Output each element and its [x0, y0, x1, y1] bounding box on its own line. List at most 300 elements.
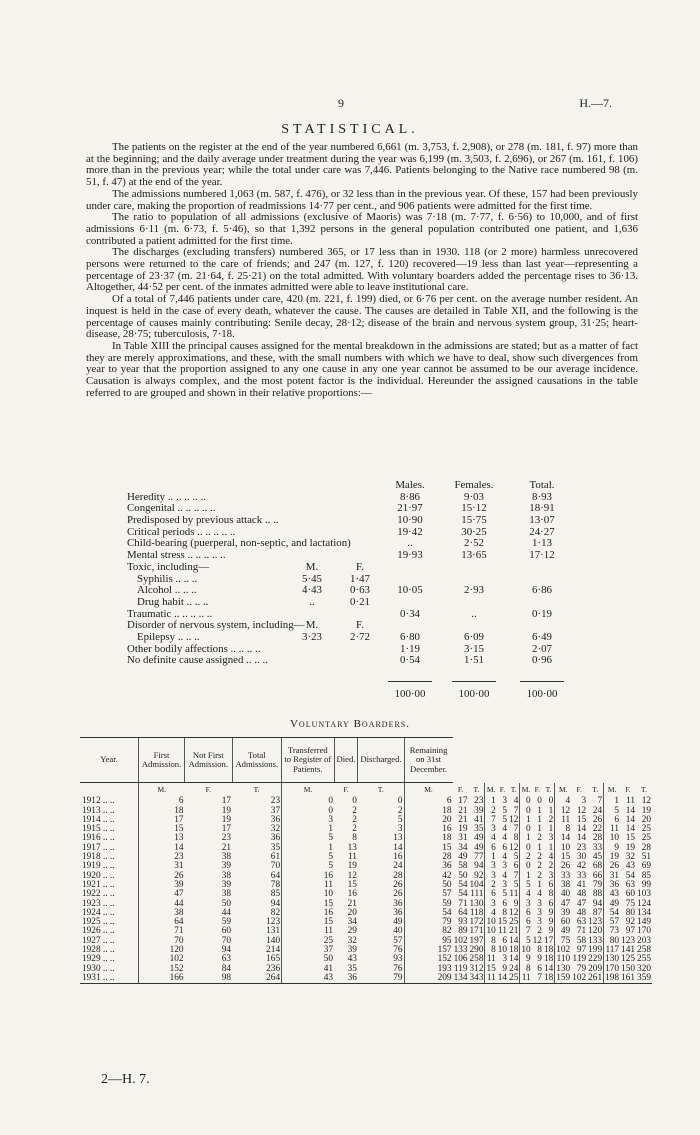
table-cell: 5 — [513, 879, 519, 890]
table-cell: 39 — [347, 945, 357, 956]
table-cell: 6 — [520, 918, 532, 927]
cause-label: Other bodily affections .. .. .. .. — [127, 642, 261, 655]
table-cell: 16 — [393, 852, 403, 863]
table-cell: 11 — [486, 972, 496, 983]
table-cell: 63 — [576, 917, 587, 928]
table-cell: 79 — [592, 879, 603, 890]
table-cell: 13 — [139, 834, 185, 843]
table-cell: 2 — [352, 805, 357, 816]
table-cell: 63 — [221, 954, 232, 965]
table-cell: 21 — [509, 926, 519, 937]
table-cell: 4 — [502, 824, 508, 835]
subheader-cell: T. — [641, 784, 647, 794]
table-cell: 33 — [555, 872, 571, 881]
table-cell: 343 — [469, 972, 484, 983]
table-cell: 118 — [469, 907, 484, 918]
table-cell: 9 — [502, 963, 508, 974]
cause-females-value: 2·93 — [464, 584, 484, 597]
cause-label: Critical periods .. .. .. .. .. — [127, 525, 236, 538]
table-cell: 102 — [139, 955, 185, 964]
table-cell: 18 — [543, 972, 554, 983]
causes-header-row — [127, 480, 647, 492]
table-cell: 70 — [221, 935, 232, 946]
table-cell: 33 — [576, 870, 587, 881]
table-cell: 85 — [641, 870, 651, 881]
table-cell: 1 — [537, 842, 542, 853]
year-cell: 1917 .. .. — [82, 842, 115, 853]
cause-f-value: 2·72 — [350, 630, 370, 643]
table-cell: 71 — [458, 898, 468, 909]
table-cell: 25 — [641, 833, 651, 844]
table-cell: 229 — [588, 954, 603, 965]
table-cell: 50 — [221, 898, 232, 909]
table-cell: 102 — [453, 935, 468, 946]
table-cell: 261 — [588, 972, 603, 983]
table-cell: 7 — [513, 870, 519, 881]
table-cell: 1 — [520, 816, 532, 825]
table-cell: 4 — [502, 870, 508, 881]
paragraph: The discharges (excluding transfers) numbered 365, or 17 less than in 1930. 118 (or 2 more) harmless unrecovered persons were returned to the care of friends; and 247 (m. 127, f. 120) recovered—19 less than last year—representing a percentage of 23·37 (m. 21·64, f. 25·21) on the total admitted. With voluntary boarders added the percentage rises to 36·13. Altogether, 44·52 per cent. of the inmates admitted were able to leave institutional care. — [86, 246, 638, 294]
table-cell: 203 — [637, 935, 651, 946]
table-cell: 236 — [266, 963, 281, 974]
cause-total-value: 8·93 — [532, 490, 552, 503]
table-cell: 7 — [520, 927, 532, 936]
table-cell: 60 — [625, 889, 636, 900]
table-cell: 133 — [453, 945, 468, 956]
table-cell: 23 — [270, 796, 281, 807]
table-cell: 32 — [270, 824, 281, 835]
subheader-cell: M. — [139, 783, 185, 798]
table-cell: 32 — [347, 935, 357, 946]
table-cell: 92 — [625, 917, 636, 928]
cause-total-value: 0·19 — [532, 607, 552, 620]
total-females: 100·00 — [458, 688, 490, 700]
table-cell: 59 — [404, 900, 453, 909]
table-cell: 6 — [502, 935, 508, 946]
cause-row — [127, 632, 647, 644]
table-cell: 7 — [597, 796, 603, 807]
table-cell: 16 — [404, 825, 453, 834]
table-cell: 125 — [621, 954, 636, 965]
total-rule — [452, 681, 496, 682]
table-cell: 33 — [592, 842, 603, 853]
table-cell: 97 — [576, 945, 587, 956]
table-cell: 79 — [404, 918, 453, 927]
table-cell: 8 — [537, 945, 542, 956]
page-reference: H.—7. — [579, 96, 612, 110]
subheader-cell: M. — [604, 783, 620, 798]
table-cell: 32 — [625, 852, 636, 863]
table-cell: 159 — [556, 972, 571, 983]
table-cell: 6 — [485, 844, 497, 853]
table-cell: 131 — [266, 926, 281, 937]
table-cell: 255 — [637, 954, 651, 965]
table-cell: 14 — [497, 972, 508, 983]
table-cell: 5 — [282, 834, 334, 843]
table-cell: 14 — [393, 842, 403, 853]
table-cell: 102 — [572, 972, 587, 983]
table-cell: 5 — [397, 814, 403, 825]
table-cell: 320 — [637, 963, 651, 974]
table-cell: 73 — [604, 927, 620, 936]
table-cell: 41 — [576, 879, 587, 890]
table-cell: 10 — [486, 917, 496, 928]
table-cell: 11 — [282, 881, 334, 890]
cause-row — [127, 620, 647, 632]
table-cell: 17 — [221, 824, 232, 835]
table-cell: 5 — [282, 862, 334, 871]
table-cell: 39 — [139, 881, 185, 890]
table-cell: 5 — [502, 805, 508, 816]
table-cell: 7 — [513, 805, 519, 816]
table-cell: 3 — [502, 954, 508, 965]
table-cell: 17 — [543, 935, 554, 946]
table-cell: 7 — [485, 816, 497, 825]
table-cell: 19 — [458, 824, 468, 835]
cause-label: Traumatic .. .. .. .. .. — [127, 607, 213, 620]
table-cell: 21 — [458, 805, 468, 816]
paragraph: The patients on the register at the end of the year numbered 6,661 (m. 3,753, f. 2,908), or 278 (m. 181, f. 97) more than at the beginning; and the daily average under treatment during the year was 6,199 (m. 3,503, f. 2,696), or 267 (m. 161, f. 106) more than in the previous year; while the total under care was 7,446. Patients belonging to the Native race numbered 98 (m. 51, f. 47) at the end of the year. — [86, 141, 638, 189]
table-cell: 3 — [537, 917, 542, 928]
table-cell: 1 — [537, 805, 542, 816]
table-cell: 2 — [352, 824, 357, 835]
table-cell: 6 — [537, 963, 542, 974]
table-cell: 166 — [139, 974, 185, 984]
table-cell: 51 — [641, 852, 651, 863]
table-cell: 24 — [509, 963, 519, 974]
table-cell: 290 — [469, 945, 484, 956]
table-cell: 25 — [509, 972, 519, 983]
table-cell: 39 — [221, 861, 232, 872]
table-cell: 10 — [555, 844, 571, 853]
table-cell: 120 — [588, 926, 603, 937]
table-cell: 10 — [282, 890, 334, 899]
cause-total-value: 6·86 — [532, 584, 552, 597]
table-cell: 19 — [221, 805, 232, 816]
table-cell: 76 — [393, 963, 403, 974]
subheader-cell: M. — [282, 783, 334, 798]
table-cell: 12 — [509, 842, 519, 853]
table-cell: 11 — [486, 954, 496, 965]
table-cell: 2 — [397, 805, 403, 816]
table-cell: 157 — [404, 946, 453, 955]
page-footer: 2—H. 7. — [101, 1072, 150, 1087]
subheader-cell: T. — [510, 784, 517, 794]
table-cell: 5 — [604, 807, 620, 816]
table-cell: 0 — [548, 796, 554, 807]
table-cell: 3 — [537, 898, 542, 909]
table-cell: 15 — [576, 814, 587, 825]
table-cell: 133 — [588, 935, 603, 946]
table-cell: 58 — [458, 861, 468, 872]
table-cell: 3 — [485, 900, 497, 909]
table-cell: 26 — [555, 862, 571, 871]
table-cell: 43 — [347, 954, 357, 965]
table-cell: 1 — [282, 825, 334, 834]
table-cell: 61 — [270, 852, 281, 863]
table-cell: 80 — [625, 907, 636, 918]
causes-total-row — [127, 689, 647, 701]
table-cell: 44 — [221, 907, 232, 918]
year-cell: 1919 .. .. — [82, 861, 115, 872]
cause-f-value: F. — [356, 560, 364, 573]
table-cell: 10 — [486, 926, 496, 937]
cause-total-value: 13·07 — [529, 514, 555, 527]
table-cell: 80 — [604, 937, 620, 946]
table-cell: 19 — [604, 853, 620, 862]
table-cell: 28 — [641, 842, 651, 853]
table-cell: 15 — [555, 853, 571, 862]
table-cell: 30 — [576, 852, 587, 863]
table-cell: 117 — [605, 945, 620, 956]
table-cell: 3 — [537, 907, 542, 918]
table-cell: 50 — [282, 955, 334, 964]
table-cell: 21 — [458, 814, 468, 825]
table-cell: 64 — [270, 870, 281, 881]
table-cell: 198 — [605, 972, 620, 983]
table-cell: 1 — [548, 842, 554, 853]
table-cell: 9 — [604, 844, 620, 853]
cause-females-value: 6·09 — [464, 630, 484, 643]
cause-males-value: 0·54 — [400, 654, 420, 667]
table-cell: 170 — [637, 926, 651, 937]
table-cell: 209 — [588, 963, 603, 974]
table-cell: 50 — [404, 881, 453, 890]
table-cell: 25 — [282, 937, 334, 946]
table-cell: 29 — [347, 926, 357, 937]
table-cell: 57 — [604, 918, 620, 927]
table-cell: 24 — [393, 861, 403, 872]
table-cell: 19 — [625, 842, 636, 853]
cause-males-value: 21·97 — [397, 502, 423, 515]
table-cell: 15 — [404, 844, 453, 853]
table-cell: 172 — [469, 917, 484, 928]
table-cell: 38 — [221, 889, 232, 900]
table-cell: 2 — [548, 861, 554, 872]
section-title: STATISTICAL. — [281, 122, 419, 137]
table-cell: 26 — [393, 879, 403, 890]
table-cell: 98 — [185, 974, 232, 984]
table-cell: 40 — [555, 890, 571, 899]
table-cell: 26 — [393, 889, 403, 900]
subheader-cell — [80, 783, 139, 798]
table-cell: 17 — [139, 816, 185, 825]
body-text — [86, 142, 638, 399]
year-cell: 1922 .. .. — [82, 889, 115, 900]
page-number: 9 — [338, 96, 344, 110]
table-cell: 85 — [270, 889, 281, 900]
cause-row — [127, 655, 647, 667]
table-cell: 22 — [592, 824, 603, 835]
table-cell: 94 — [221, 945, 232, 956]
table-cell: 2 — [537, 870, 542, 881]
table-cell: 15 — [625, 833, 636, 844]
paragraph: The admissions numbered 1,063 (m. 587, f. 476), or 32 less than in the previous year. Of these, 157 had been previously under care, making the proportion of readmissions 14·77 per cent., and 906 patients were admitted for the first time. — [86, 187, 638, 212]
table-cell: 0 — [537, 796, 542, 807]
subheader-cell: T. — [377, 785, 384, 794]
table-cell: 124 — [637, 898, 651, 909]
table-cell: 14 — [543, 963, 554, 974]
subheader-cell: F. — [534, 784, 541, 794]
table-cell: 11 — [555, 816, 571, 825]
column-header: Transferred to Register of Patients. — [282, 738, 334, 783]
table-cell: 1 — [537, 879, 542, 890]
table-cell: 11 — [498, 926, 508, 937]
year-cell: 1931 .. .. — [80, 974, 139, 984]
cause-total-value: 24·27 — [529, 525, 555, 538]
table-cell: 23 — [139, 853, 185, 862]
cause-females-value: 13·65 — [461, 549, 487, 562]
table-cell: 1 — [548, 824, 554, 835]
table-cell: 6 — [404, 797, 453, 806]
table-cell: 64 — [458, 907, 468, 918]
table-cell: 14 — [625, 805, 636, 816]
table-cell: 0 — [520, 797, 532, 806]
table-cell: 8 — [555, 825, 571, 834]
table-cell: 54 — [458, 879, 468, 890]
table-cell: 0 — [282, 807, 334, 816]
table-cell: 45 — [592, 852, 603, 863]
table-cell: 68 — [592, 861, 603, 872]
table-header-row — [80, 738, 652, 783]
cause-label: No definite cause assigned .. .. .. — [127, 654, 268, 667]
table-cell: 50 — [458, 870, 468, 881]
table-cell: 14 — [509, 935, 519, 946]
column-header: Year. — [80, 738, 139, 783]
table-cell: 99 — [641, 879, 651, 890]
subheader-cell: T. — [545, 784, 552, 794]
table-cell: 1 — [485, 853, 497, 862]
table-cell: 199 — [588, 945, 603, 956]
table-cell: 3 — [581, 796, 587, 807]
year-cell: 1913 .. .. — [82, 805, 115, 816]
cause-females-value: 15·75 — [461, 514, 487, 527]
table-cell: 123 — [621, 935, 636, 946]
cause-f-value: F. — [356, 619, 364, 632]
cause-females-value: 15·12 — [461, 502, 487, 515]
table-cell: 4 — [513, 796, 519, 807]
cause-label: Disorder of nervous system, including— — [127, 619, 305, 632]
table-cell: 1 — [520, 834, 532, 843]
table-cell: 64 — [139, 918, 185, 927]
table-cell: 16 — [282, 909, 334, 918]
table-cell: 76 — [393, 945, 403, 956]
table-cell: 12 — [509, 814, 519, 825]
voluntary-boarders-title: Voluntary Boarders. — [289, 718, 411, 730]
table-cell: 26 — [604, 862, 620, 871]
table-cell: 13 — [393, 833, 403, 844]
cause-females-value: 3·15 — [464, 642, 484, 655]
cause-total-value: 0·96 — [532, 654, 552, 667]
subheader-cell: F. — [343, 785, 349, 794]
year-cell: 1925 .. .. — [82, 917, 115, 928]
table-cell: 43 — [282, 974, 334, 984]
table-cell: 10 — [497, 945, 508, 956]
table-cell: 41 — [474, 814, 484, 825]
table-cell: 20 — [404, 816, 453, 825]
table-cell: 12 — [347, 870, 357, 881]
table-cell: 44 — [139, 900, 185, 909]
cause-total-value: 17·12 — [529, 549, 555, 562]
header-total: Total. — [529, 479, 555, 491]
table-cell: 18 — [543, 954, 554, 965]
cause-males-value: 19·42 — [397, 525, 423, 538]
paragraph: The ratio to population of all admissions (exclusive of Maoris) was 7·18 (m. 7·77, f. 6·56) to 10,000, and of first admissions 6·11 (m. 6·73, f. 5·46), so that 1,392 persons in the general population contributed one patient, and 1,636 contributed a patient admitted for the first time. — [86, 211, 638, 247]
table-cell: 4 — [555, 797, 571, 806]
table-cell: 6 — [139, 797, 185, 806]
table-cell: 6 — [548, 879, 554, 890]
cause-row — [127, 515, 647, 527]
table-cell: 106 — [453, 954, 468, 965]
table-cell: 102 — [556, 945, 571, 956]
table-cell: 1 — [604, 797, 620, 806]
cause-f-value: 1·47 — [350, 572, 370, 585]
table-cell: 89 — [458, 926, 468, 937]
table-cell: 26 — [592, 814, 603, 825]
table-cell: 82 — [270, 907, 281, 918]
table-cell: 4 — [485, 909, 497, 918]
table-cell: 2 — [537, 852, 542, 863]
mft-subheader-row — [80, 783, 652, 798]
table-cell: 0 — [520, 807, 532, 816]
table-cell: 5 — [520, 937, 532, 946]
table-cell: 18 — [543, 945, 554, 956]
table-cell: 94 — [270, 898, 281, 909]
subheader-cell: T. — [253, 785, 260, 794]
table-cell: 11 — [509, 889, 519, 900]
table-cell: 79 — [358, 974, 404, 984]
subheader-cell: M. — [485, 783, 497, 798]
table-cell: 92 — [474, 870, 484, 881]
table-cell: 2 — [520, 853, 532, 862]
table-cell: 0 — [520, 862, 532, 871]
paragraph: Of a total of 7,446 patients under care, 420 (m. 221, f. 199) died, or 6·76 per cent. on the average number resident. An inquest is held in the case of every death, whatever the cause. The causes are detailed in Table XII, and the following is the percentage of causes mainly contributing: Senile decay, 28·12; disease of the brain and nervous system group, 31·25; heart-disease, 28·75; tuberculosis, 7·18. — [86, 293, 638, 341]
table-cell: 5 — [520, 881, 532, 890]
table-cell: 28 — [592, 833, 603, 844]
table-cell: 10 — [604, 834, 620, 843]
header-females: Females. — [454, 479, 494, 491]
table-cell: 31 — [139, 862, 185, 871]
table-cell: 9 — [520, 955, 532, 964]
table-cell: 2 — [537, 926, 542, 937]
table-cell: 193 — [404, 965, 453, 974]
column-header: Discharged. — [358, 738, 404, 783]
table-cell: 9 — [548, 917, 554, 928]
table-cell: 7 — [532, 974, 543, 984]
table-cell: 38 — [221, 870, 232, 881]
table-cell: 70 — [139, 937, 185, 946]
table-cell: 4 — [502, 852, 508, 863]
table-cell: 23 — [221, 833, 232, 844]
table-cell: 19 — [641, 805, 651, 816]
table-cell: 39 — [221, 879, 232, 890]
table-cell: 2 — [537, 861, 542, 872]
table-cell: 93 — [393, 954, 403, 965]
cause-row — [127, 562, 647, 574]
table-cell: 11 — [604, 825, 620, 834]
table-cell: 25 — [641, 824, 651, 835]
table-cell: 39 — [474, 805, 484, 816]
table-cell: 0 — [520, 844, 532, 853]
table-cell: 49 — [555, 927, 571, 936]
table-cell: 9 — [513, 898, 519, 909]
table-cell: 197 — [469, 935, 484, 946]
cause-m-value: M. — [305, 619, 319, 632]
table-cell: 49 — [604, 900, 620, 909]
table-cell: 48 — [576, 889, 587, 900]
cause-f-value: 0·63 — [350, 584, 370, 597]
table-cell: 34 — [347, 917, 357, 928]
